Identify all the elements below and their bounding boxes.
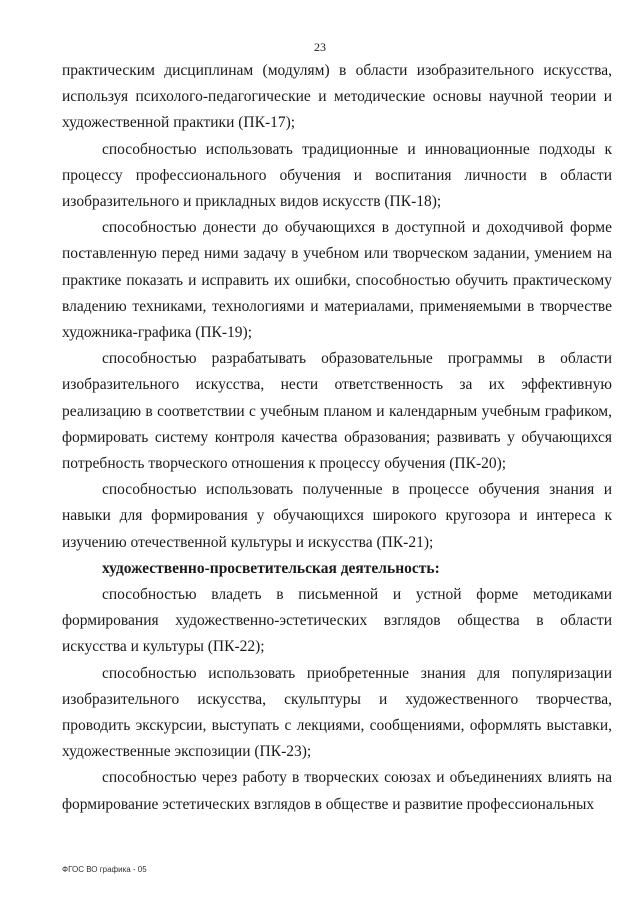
paragraph-pk23: способностью использовать приобретенные знания для популяризации изобразительного искусства, скульптуры и художественного творчества, проводить экскурсии, выступать с лекциями, сообщениями, оформлять выставки, художественные экспозиции (ПК-23); xyxy=(62,664,612,761)
paragraph-pk19: способностью донести до обучающихся в доступной и доходчивой форме поставленную перед ними задачу в учебном или творческом задании, умением на практике показать и исправить их ошибки, способностью обучить практическому владению техниками, технологиями и материалами, применяемыми в творчестве художника-графика (ПК-19); xyxy=(62,219,612,342)
paragraph-pk21: способностью использовать полученные в процессе обучения знания и навыки для формирования у обучающихся широкого кругозора и интереса к изучению отечественной культуры и искусства (ПК-21); xyxy=(62,481,612,551)
footer-label: ФГОС ВО графика - 05 xyxy=(62,865,147,874)
paragraph-pk22: способностью владеть в письменной и устной форме методиками формирования художественно-эстетических взглядов общества в области искусства и культуры (ПК-22); xyxy=(62,586,612,656)
page-number: 23 xyxy=(314,40,326,54)
paragraph-pk20: способностью разрабатывать образовательные программы в области изобразительного искусства, нести ответственность за их эффективную реализацию в соответствии с учебным планом и календарным учебным графиком, формировать систему контроля качества образования; развивать у обучающихся потребность творческого отношения к процессу обучения (ПК-20); xyxy=(62,350,612,473)
paragraph-pk24-start: способностью через работу в творческих союзах и объединениях влиять на формирование эстетических взглядов в обществе и развитие профессиональных xyxy=(62,769,612,813)
document-body xyxy=(62,58,612,818)
section-heading: художественно-просветительская деятельность: xyxy=(102,559,440,577)
paragraph-pk18: способностью использовать традиционные и инновационные подходы к процессу профессионального обучения и воспитания личности в области изобразительного и прикладных видов искусств (ПК-18); xyxy=(62,140,612,211)
paragraph-pk17-continued: практическим дисциплинам (модулям) в области изобразительного искусства, используя психолого-педагогические и методические основы научной теории и художественной практики (ПК-17); xyxy=(62,62,612,132)
